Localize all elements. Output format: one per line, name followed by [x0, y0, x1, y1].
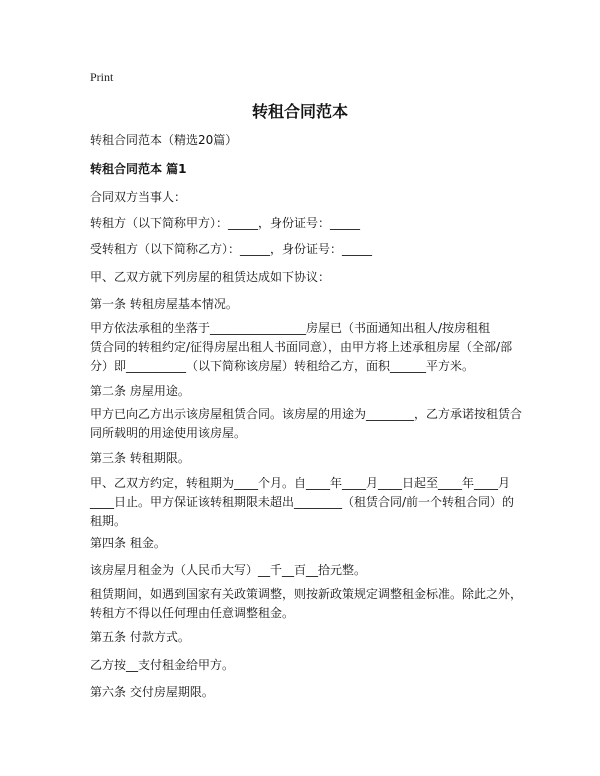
paragraph-line: 赁合同的转租约定/征得房屋出租人书面同意），由甲方将上述承租房屋（全部/部: [90, 340, 513, 354]
payment-line: 乙方按__支付租金给甲方。: [90, 658, 235, 672]
rent-line: 该房屋月租金为（人民币大写）__千__百__拾元整。: [90, 563, 367, 577]
sublessee-line: 受转租方（以下简称乙方）：_____，身份证号：_____: [90, 242, 373, 256]
article-2-heading: 第二条 房屋用途。: [90, 384, 190, 398]
section-heading: 转租合同范本 篇1: [90, 162, 187, 176]
paragraph-line: 甲方依法承租的坐落于________________房屋已（书面通知出租人/按房租租: [90, 321, 491, 335]
paragraph-line: 甲、乙双方约定，转租期为____个月。自____年____月____日起至____年____月: [90, 476, 511, 490]
article-5-heading: 第五条 付款方式。: [90, 630, 190, 644]
article-2-paragraph: [90, 405, 522, 443]
paragraph-line: 分）即__________（以下简称该房屋）转租给乙方，面积______平方米。: [90, 359, 475, 373]
paragraph-line: 甲方已向乙方出示该房屋租赁合同。该房屋的用途为________，乙方承诺按租赁合: [90, 407, 523, 421]
document-title: 转租合同范本: [251, 102, 348, 121]
print-label[interactable]: Print: [90, 70, 114, 84]
article-4-paragraph: [90, 585, 522, 623]
paragraph-line: ____日止。甲方保证该转租期限未超出________（租赁合同/前一个转租合同）的: [90, 495, 515, 509]
document-subtitle: 转租合同范本（精选20篇）: [90, 133, 238, 147]
paragraph-line: 转租方不得以任何理由任意调整租金。: [90, 606, 295, 620]
article-1-heading: 第一条 转租房屋基本情况。: [90, 297, 238, 311]
parties-line: 合同双方当事人：: [90, 190, 187, 204]
article-4-heading: 第四条 租金。: [90, 536, 166, 550]
article-3-paragraph: [90, 474, 522, 531]
sublessor-line: 转租方（以下简称甲方）：_____，身份证号：_____: [90, 216, 361, 230]
paragraph-line: 租期。: [90, 514, 127, 528]
agreement-line: 甲、乙双方就下列房屋的租赁达成如下协议：: [90, 270, 331, 284]
paragraph-line: 租赁期间，如遇到国家有关政策调整，则按新政策规定调整租金标准。除此之外，: [90, 587, 523, 601]
article-1-paragraph: [90, 319, 522, 376]
article-3-heading: 第三条 转租期限。: [90, 451, 190, 465]
article-6-heading: 第六条 交付房屋期限。: [90, 685, 214, 699]
paragraph-line: 同所载明的用途使用该房屋。: [90, 426, 247, 440]
